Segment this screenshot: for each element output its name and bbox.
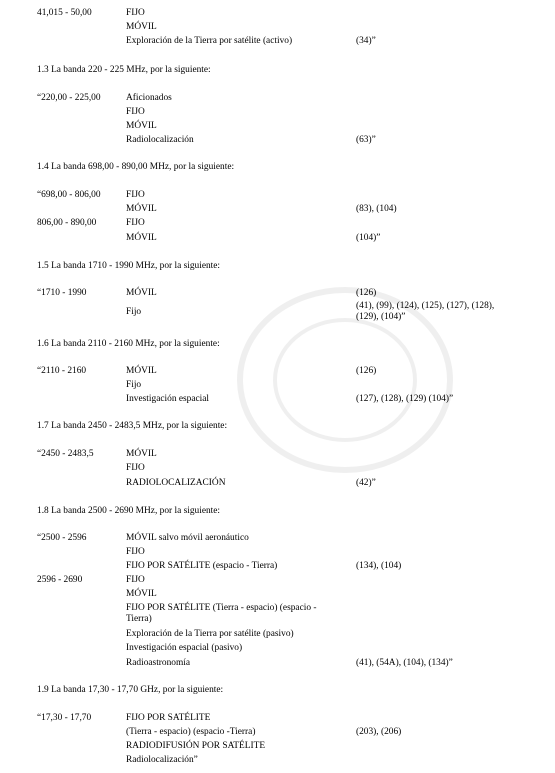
service-name: Fijo [126,380,142,390]
section-heading-1-9: 1.9 La banda 17,30 - 17,70 GHz, por la siguiente: [37,685,224,695]
section-heading-1-4: 1.4 La banda 698,00 - 890,00 MHz, por la siguiente: [37,162,235,172]
service-name: Investigación espacial (pasivo) [126,643,243,653]
band-range: “2450 - 2483,5 [37,449,94,459]
service-name: Exploración de la Tierra por satélite (pasivo) [126,629,294,639]
service-name: Radiolocalización” [126,755,198,765]
section-heading-1-7: 1.7 La banda 2450 - 2483,5 MHz, por la siguiente: [37,421,228,431]
service-name: MÓVIL [126,288,157,298]
service-name: RADIODIFUSIÓN POR SATÉLITE [126,741,266,751]
section-heading-1-6: 1.6 La banda 2110 - 2160 MHz, por la siguiente: [37,339,220,349]
service-name: FIJO [126,463,145,473]
service-name: FIJO [126,190,145,200]
footnote-refs: (104)” [356,233,381,243]
band-range: “220,00 - 225,00 [37,93,101,103]
service-name: Radiolocalización [126,135,194,145]
service-name: FIJO [126,575,145,585]
service-name: FIJO [126,218,145,228]
service-name: MÓVIL [126,204,157,214]
footnote-refs: (127), (128), (129) (104)” [356,394,454,404]
footnote-refs: (34)” [356,36,376,46]
footnote-refs: (83), (104) [356,204,397,214]
service-name: MÓVIL [126,22,157,32]
footnote-refs: (41), (54A), (104), (134)” [356,658,453,668]
band-range: “1710 - 1990 [37,288,87,298]
service-name: FIJO POR SATÉLITE (espacio - Tierra) [126,561,278,571]
footnote-refs: (41), (99), (124), (125), (127), (128), (129), (104)” [356,301,495,322]
section-heading-1-8: 1.8 La banda 2500 - 2690 MHz, por la siguiente: [37,506,221,516]
service-name: MÓVIL [126,233,157,243]
service-name: Aficionados [126,93,172,103]
band-range: 2596 - 2690 [37,575,83,585]
service-name: Radioastronomía [126,658,191,668]
service-name: MÓVIL [126,589,157,599]
service-name: MÓVIL [126,366,157,376]
service-name: Investigación espacial [126,394,210,404]
footnote-refs: (63)” [356,135,376,145]
service-name: Exploración de la Tierra por satélite (activo) [126,36,293,46]
service-name: MÓVIL salvo móvil aeronáutico [126,533,249,543]
band-range: “2500 - 2596 [37,533,87,543]
service-name: FIJO POR SATÉLITE [126,713,211,723]
service-name: (Tierra - espacio) (espacio -Tierra) [126,727,256,737]
service-name: RADIOLOCALIZACIÓN [126,478,226,488]
footnote-refs: (134), (104) [356,561,402,571]
footnote-refs: (126) [356,288,377,298]
footnote-refs: (126) [356,366,377,376]
service-name: FIJO POR SATÉLITE (Tierra - espacio) (espacio - Tierra) [126,603,317,624]
band-range: 806,00 - 890,00 [37,218,97,228]
band-range: “2110 - 2160 [37,366,87,376]
footnote-refs: (203), (206) [356,727,402,737]
section-heading-1-3: 1.3 La banda 220 - 225 MHz, por la siguiente: [37,65,211,75]
service-name: Fijo [126,307,142,317]
band-range: “698,00 - 806,00 [37,190,101,200]
service-name: FIJO [126,107,145,117]
band-range: 41,015 - 50,00 [37,8,92,18]
service-name: MÓVIL [126,121,157,131]
service-name: FIJO [126,8,145,18]
section-heading-1-5: 1.5 La banda 1710 - 1990 MHz, por la siguiente: [37,261,221,271]
band-range: “17,30 - 17,70 [37,713,92,723]
footnote-refs: (42)” [356,478,376,488]
service-name: FIJO [126,547,145,557]
service-name: MÓVIL [126,449,157,459]
